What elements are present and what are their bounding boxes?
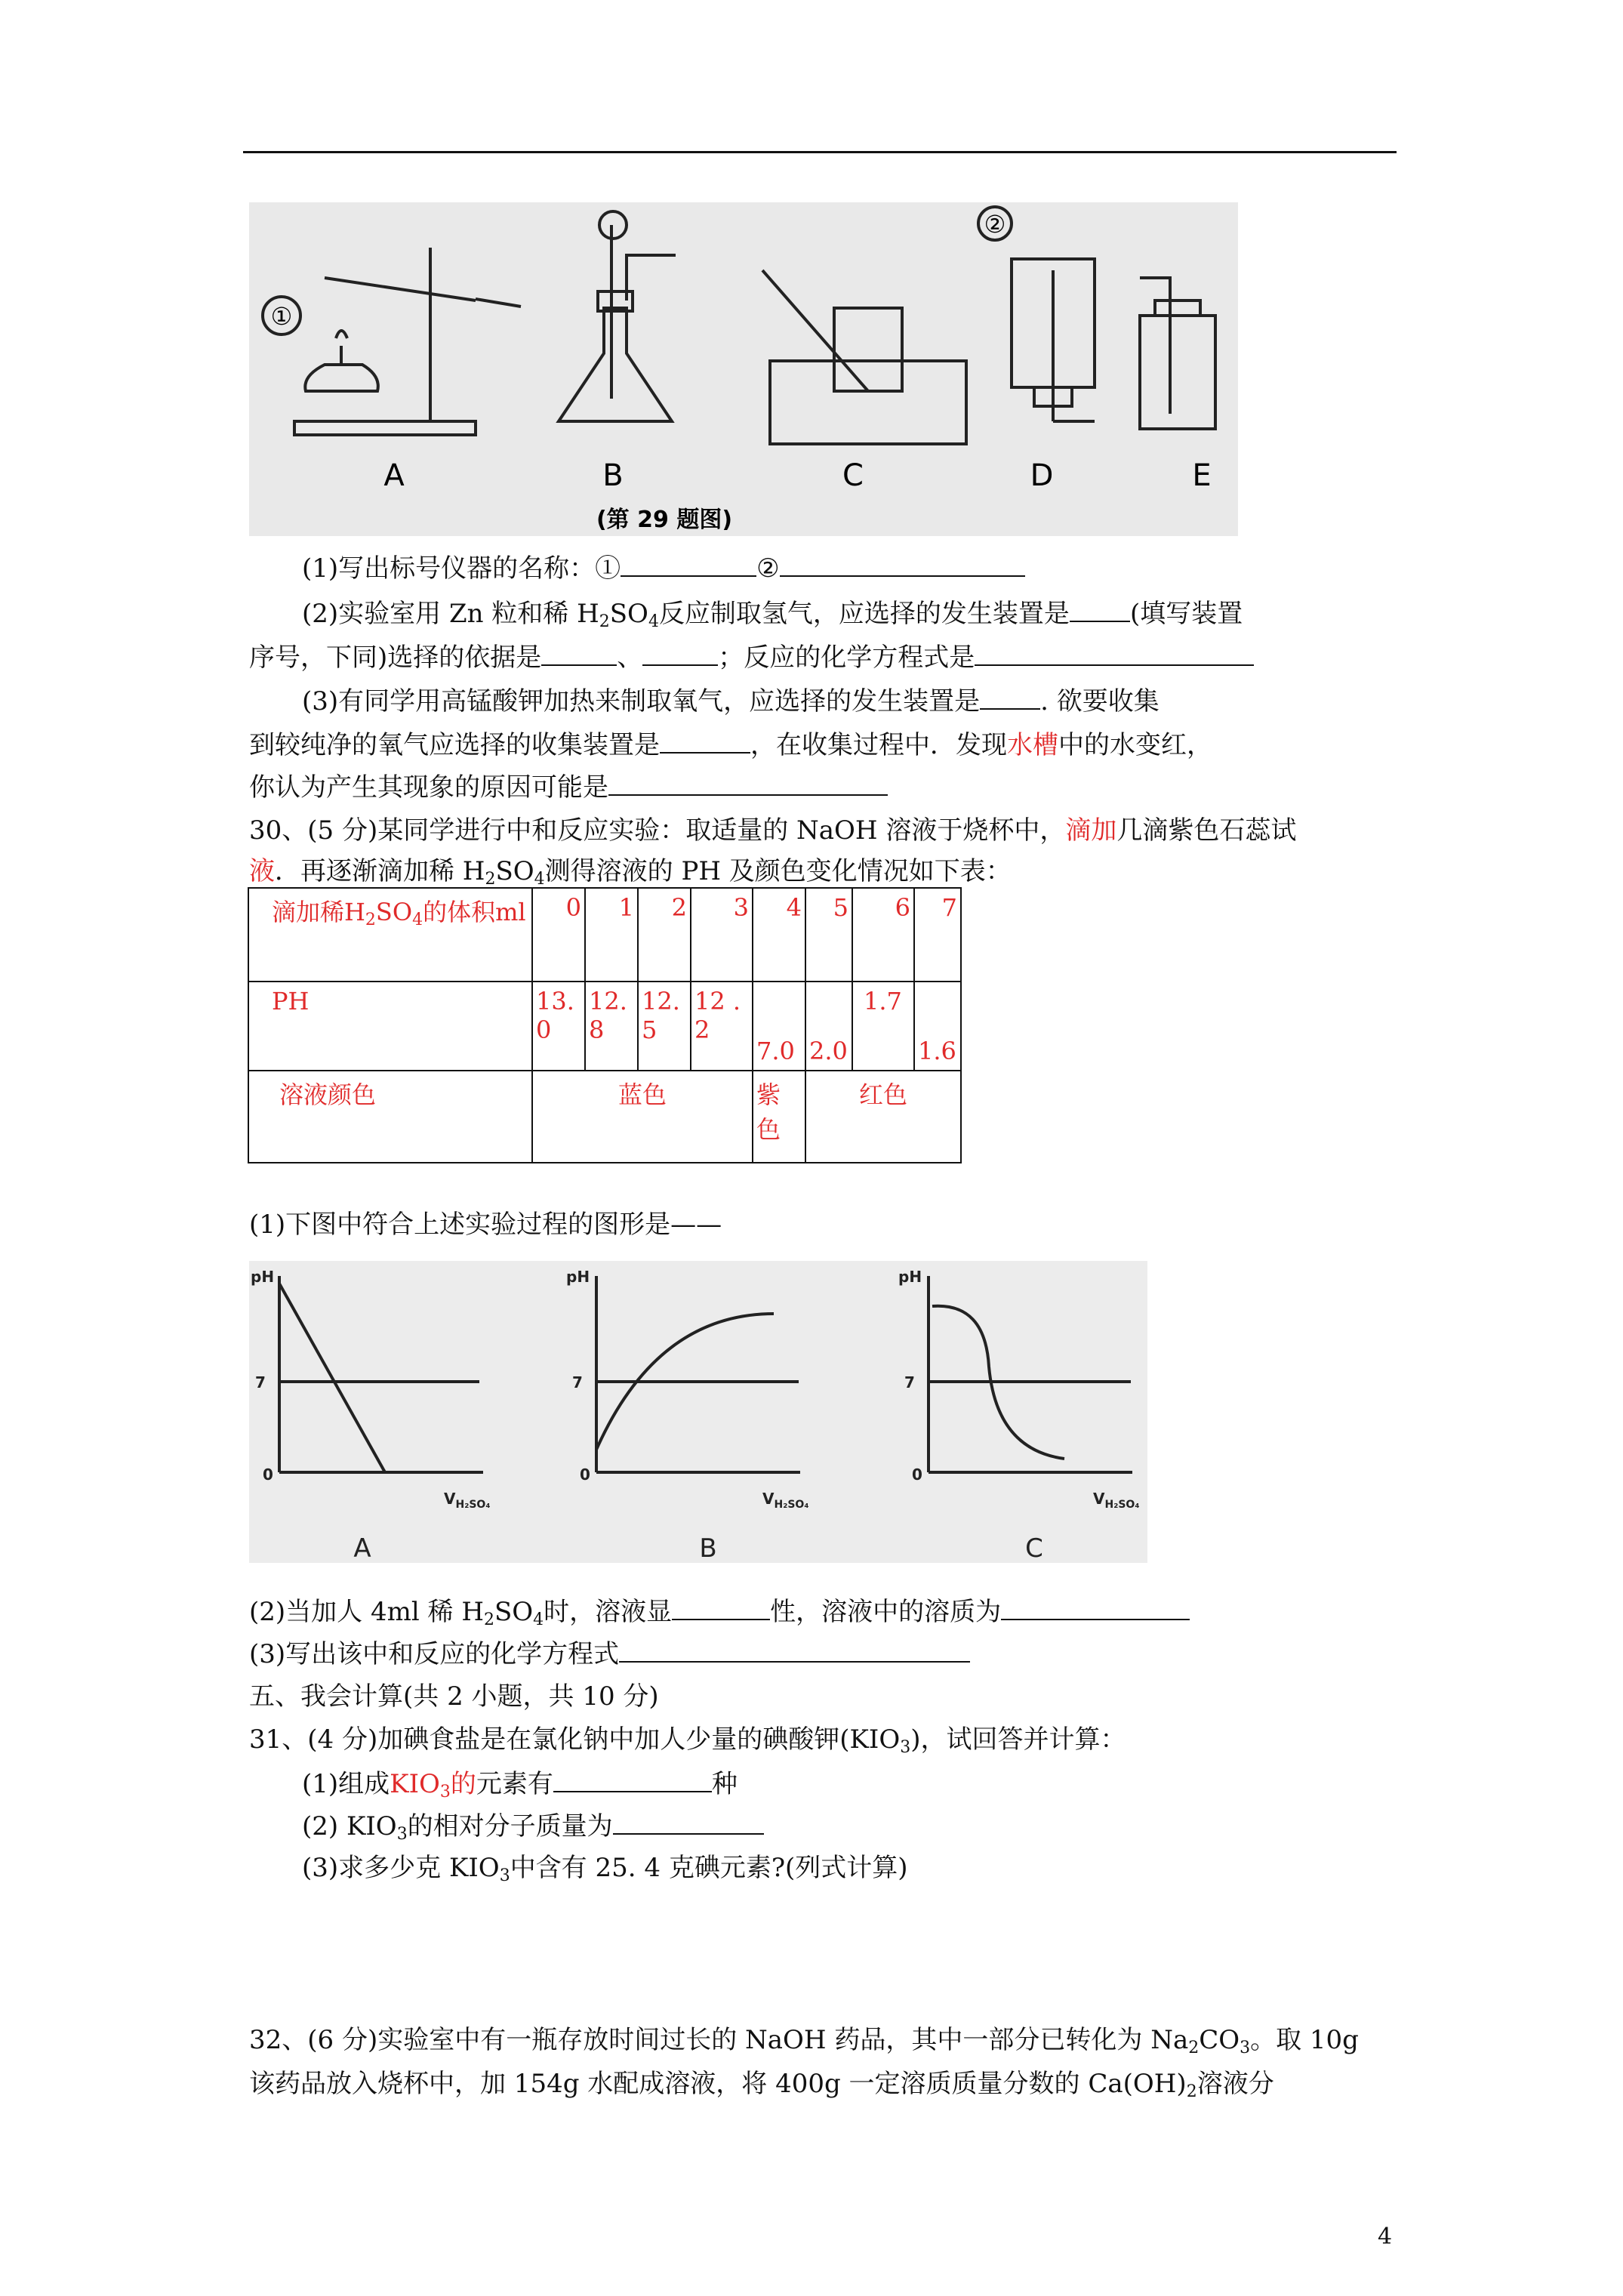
ph-table — [248, 887, 962, 1163]
table-cell-ph-6: 1.7 — [852, 982, 914, 1071]
q32-line2: 该药品放入烧杯中，加 154g 水配成溶液，将 400g 一定溶质质量分数的 $Ca(OH)_2$溶液分 — [249, 2069, 1274, 2101]
table-cell-ph-4: 7.0 — [753, 982, 805, 1071]
marker-1-label: ① — [270, 302, 293, 331]
apparatus-label-e: E — [1192, 458, 1212, 493]
q29-part2-line2: 序号，下同)选择的依据是 、 ；反应的化学方程式是 — [249, 640, 1254, 674]
table-cell-vol-7: 7 — [914, 888, 961, 982]
graph-c-tick-0: 0 — [912, 1465, 922, 1484]
section-5-heading: 五、我会计算(共 2 小题，共 10 分) — [249, 1681, 659, 1712]
graph-label-b: B — [699, 1533, 717, 1563]
q31-part3: (3)求多少克 $KIO_3$中含有 25. 4 克碘元素?(列式计算) — [302, 1853, 908, 1885]
collecting-jar — [834, 308, 902, 391]
graph-b-tick-7: 7 — [572, 1373, 583, 1391]
apparatus-figure — [249, 202, 1238, 536]
stand-base — [294, 421, 476, 435]
graph-label-c: C — [1025, 1533, 1043, 1563]
blank-element-count[interactable] — [553, 1767, 712, 1792]
apparatus-label-b: B — [602, 458, 624, 493]
table-header-color: 溶液颜色 — [248, 1071, 532, 1163]
graph-label-a: A — [353, 1533, 371, 1563]
graph-c-tick-7: 7 — [904, 1373, 915, 1391]
blank-acidity[interactable] — [672, 1595, 770, 1620]
q31-part1: (1)组成$KIO_3$的元素有 种 — [302, 1767, 738, 1809]
blank-reason[interactable] — [608, 770, 888, 796]
table-row-ph — [248, 982, 961, 1071]
graph-a-curve — [279, 1284, 385, 1472]
blank-h2-apparatus[interactable] — [1070, 596, 1130, 622]
ph-graphs-figure — [249, 1261, 1147, 1563]
bottle-e — [1140, 316, 1215, 429]
table-cell-color-blue: 蓝色 — [532, 1071, 753, 1163]
table-cell-vol-0: 0 — [532, 888, 585, 982]
table-cell-vol-4: 4 — [753, 888, 805, 982]
blank-instrument-2[interactable] — [780, 551, 1025, 577]
table-cell-vol-5: 5 — [805, 888, 852, 982]
table-cell-ph-2: 12.5 — [638, 982, 691, 1071]
q30-intro-line1: 30、(5 分)某同学进行中和反应实验：取适量的 NaOH 溶液于烧杯中，滴加几滴紫色石蕊试 — [249, 815, 1297, 846]
blank-molecular-mass[interactable] — [613, 1809, 764, 1835]
apparatus-label-c: C — [842, 458, 864, 493]
q30-part1: (1)下图中符合上述实验过程的图形是—— — [249, 1210, 722, 1240]
graph-c-x-label: $V_{H_2SO_4}$ — [1093, 1490, 1140, 1511]
blank-instrument-1[interactable] — [621, 551, 756, 577]
q31-part2: (2) $KIO_3$的相对分子质量为 — [302, 1809, 764, 1851]
q30-intro-line2: 液．再逐渐滴加稀 $H_2SO_4$测得溶液的 PH 及颜色变化情况如下表： — [249, 856, 1012, 889]
table-cell-vol-2: 2 — [638, 888, 691, 982]
header-rule — [243, 151, 1397, 153]
graph-b-tick-0: 0 — [580, 1465, 590, 1484]
table-cell-ph-3: 12 .2 — [691, 982, 753, 1071]
q30-part3: (3)写出该中和反应的化学方程式 — [249, 1637, 970, 1671]
q31-intro: 31、(4 分)加碘食盐是在氯化钠中加人少量的碘酸钾$(KIO_3)$，试回答并计算： — [249, 1724, 1126, 1757]
figure-caption: (第 29 题图) — [596, 507, 733, 533]
page-number: 4 — [1378, 2224, 1393, 2250]
apparatus-label-d: D — [1030, 458, 1054, 493]
q29-part3-line1: (3)有同学用高锰酸钾加热来制取氧气，应选择的发生装置是 . 欲要收集 — [302, 684, 1160, 718]
blank-solute[interactable] — [1001, 1595, 1190, 1620]
apparatus-label-a: A — [383, 458, 405, 493]
table-cell-ph-7: 1.6 — [914, 982, 961, 1071]
q29-part3-line2: 到较纯净的氧气应选择的收集装置是 ，在收集过程中．发现水槽中的水变红， — [249, 728, 1212, 762]
conical-flask — [559, 308, 672, 421]
blank-neutralization-equation[interactable] — [619, 1637, 970, 1663]
q30-part2: (2)当加人 4ml 稀 $H_2SO_4$时，溶液显 性，溶液中的溶质为 — [249, 1595, 1190, 1637]
graph-a-x-label: $V_{H_2SO_4}$ — [444, 1490, 491, 1511]
graph-b-y-label: pH — [566, 1268, 590, 1286]
water-trough — [770, 361, 966, 444]
test-tube — [325, 278, 476, 300]
q32-line1: 32、(6 分)实验室中有一瓶存放时间过长的 NaOH 药品，其中一部分已转化为 $Na_2CO_3$。取 10g — [249, 2025, 1359, 2057]
graph-b-x-label: $V_{H_2SO_4}$ — [762, 1490, 809, 1511]
alcohol-lamp — [305, 365, 378, 391]
table-cell-vol-6: 6 — [852, 888, 914, 982]
table-header-volume: 滴加稀$H_2SO_4$的体积ml — [248, 888, 532, 982]
table-cell-ph-1: 12.8 — [585, 982, 638, 1071]
table-cell-ph-0: 13.0 — [532, 982, 585, 1071]
blank-h2-equation[interactable] — [975, 640, 1254, 666]
graph-c-y-label: pH — [898, 1268, 922, 1286]
q29-part2-line1: (2)实验室用 Zn 粒和稀 $H_2SO_4$反应制取氢气，应选择的发生装置是 (填写装置 — [302, 596, 1243, 639]
table-cell-vol-3: 3 — [691, 888, 753, 982]
table-header-ph: PH — [248, 982, 532, 1071]
blank-o2-collector[interactable] — [660, 728, 750, 754]
table-row-color — [248, 1071, 961, 1163]
q29-part3-line3: 你认为产生其现象的原因可能是 — [249, 770, 888, 804]
delivery-tube — [762, 270, 868, 391]
q29-part1: (1)写出标号仪器的名称：① ② — [302, 551, 1025, 585]
marker-2-label: ② — [984, 210, 1006, 239]
blank-o2-apparatus[interactable] — [980, 684, 1040, 710]
blank-basis-1[interactable] — [541, 640, 617, 666]
blank-basis-2[interactable] — [642, 640, 718, 666]
table-cell-vol-1: 1 — [585, 888, 638, 982]
table-cell-ph-5: 2.0 — [805, 982, 852, 1071]
table-cell-color-red: 红色 — [805, 1071, 961, 1163]
apparatus-drawing — [249, 202, 1238, 536]
graph-a-y-label: pH — [251, 1268, 275, 1286]
table-row-volume — [248, 888, 961, 982]
ph-graphs-drawing — [249, 1261, 1147, 1563]
table-cell-color-purple: 紫色 — [753, 1071, 805, 1163]
graph-a-tick-0: 0 — [263, 1465, 273, 1484]
graph-a-tick-7: 7 — [255, 1373, 266, 1391]
